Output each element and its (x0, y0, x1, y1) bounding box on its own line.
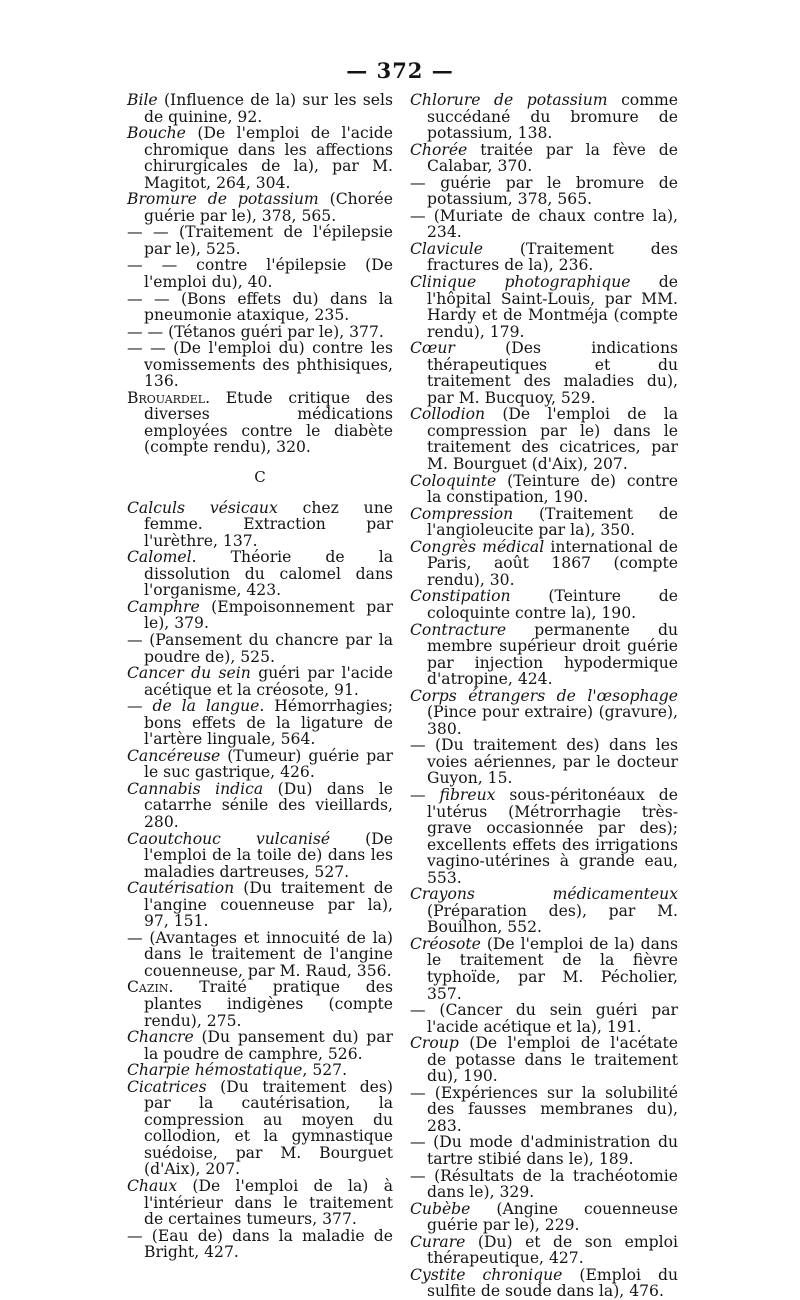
entry-text: guéri par l'acide acétique et la créosote, 91. (144, 664, 393, 699)
entry-keyword: Calomel (127, 548, 192, 567)
index-entry (127, 599, 393, 632)
entries-right-group (410, 92, 678, 1300)
page-number: — 372 — (346, 58, 454, 83)
index-entry (410, 406, 678, 472)
index-entry (410, 473, 678, 506)
index-entry (410, 1035, 678, 1085)
index-entry (127, 930, 393, 980)
index-entry (127, 291, 393, 324)
entry-keyword: Créosote (410, 934, 481, 953)
entry-text: guérie par le bromure de potassium, 378, 565. (425, 173, 678, 209)
entry-text: (Du mode d'administration du tartre stibié dans le), 189. (425, 1133, 678, 1168)
entry-text: (Pince pour extraire) (gravure), 380. (427, 703, 678, 738)
entry-keyword: — de la langue (127, 697, 260, 716)
entry-keyword: — (410, 173, 426, 192)
entry-text: (De l'emploi du) contre les vomissements des phthisiques, 136. (144, 339, 393, 391)
entry-text: (Chorée guérie par le), 378, 565. (144, 190, 393, 225)
entry-keyword: Cubèbe (410, 1199, 471, 1218)
index-entry (410, 936, 678, 1002)
entry-keyword: Curare (410, 1232, 466, 1251)
entry-text: (Traitement de l'angioleucite par la), 350. (427, 504, 678, 540)
entry-keyword: Coloquinte (410, 471, 497, 490)
entry-text: de l'hôpital Saint-Louis, par MM. Hardy et de Montméja (compte rendu), 179. (427, 273, 679, 341)
entry-keyword: Chaux (127, 1177, 178, 1195)
entry-keyword: Cautérisation (127, 879, 235, 898)
entry-keyword: Constipation (410, 587, 511, 606)
entry-keyword: Cystite chronique (410, 1265, 563, 1284)
entry-keyword: — (127, 928, 143, 947)
entry-keyword: Bromure de potassium (127, 190, 319, 209)
entry-text: (De l'emploi de la compression par le) dans le traitement des cicatrices, par M. Bourguet (d'Aix), 207. (427, 405, 678, 474)
entry-text: . Traité pratique des plantes indigènes (compte rendu), 275. (144, 978, 393, 1030)
entry-text: contre l'épilepsie (De l'emploi du), 40. (144, 256, 393, 292)
entry-text: (De l'emploi de l'acétate de potasse dans le traitement du), 190. (427, 1034, 678, 1086)
entry-keyword: Crayons médicamenteux (410, 885, 678, 904)
entry-text: (Eau de) dans la maladie de Bright, 427. (142, 1226, 393, 1262)
entry-keyword: Cazin (127, 978, 169, 997)
section-letter-c: C (254, 468, 266, 487)
entry-keyword: Cancer du sein (127, 664, 251, 683)
entry-text: (Teinture de) contre la constipation, 190. (427, 471, 678, 507)
entry-keyword: Bile (127, 91, 158, 109)
index-entry (410, 588, 678, 621)
index-entry (127, 224, 393, 257)
entry-keyword: — — (127, 289, 170, 308)
index-entry (127, 191, 393, 224)
entry-text: chez une femme. Extraction par l'urèthre, 137. (144, 498, 394, 550)
entry-keyword: — (410, 206, 426, 225)
entry-keyword: Caoutchouc vulcanisé (127, 829, 331, 848)
entry-text: (De l'emploi de l'acide chromique dans les affections chirurgicales de la), par M. Magitot, 264, 304. (144, 124, 393, 192)
index-entry (127, 500, 393, 550)
index-entry (127, 632, 393, 665)
entry-text: . Hémorrhagies; bons effets de la ligature de l'artère linguale, 564. (144, 697, 393, 749)
index-entry (127, 549, 393, 599)
entry-keyword: — — (127, 223, 169, 242)
entry-text: (Des indications thérapeutiques et du traitement des maladies du), par M. Bucquoy, 529. (427, 339, 678, 407)
index-entry (127, 781, 393, 831)
entry-keyword: — (410, 736, 426, 755)
entry-text: comme succédané du bromure de potassium, 138. (427, 91, 678, 143)
entry-text: (Tumeur) guérie par le suc gastrique, 426. (144, 746, 393, 782)
index-entry (127, 125, 393, 191)
entry-text: (Préparation des), par M. Bouilhon, 552. (427, 901, 678, 937)
entry-keyword: — fibreux (410, 785, 496, 804)
entry-keyword: Cannabis indica (127, 779, 264, 798)
index-entry (127, 698, 393, 748)
entry-text: (Emploi du sulfite de soude dans la), 476. (427, 1265, 678, 1300)
entry-text: (Du traitement des) dans les voies aériennes, par le docteur Guyon, 15. (425, 736, 678, 788)
entry-text: (Du) et de son emploi thérapeutique, 427. (427, 1232, 678, 1268)
left-column (127, 92, 393, 1261)
index-entry (127, 257, 393, 290)
entry-keyword: — (410, 1166, 426, 1185)
entry-text: (Angine couenneuse guérie par le), 229. (427, 1199, 678, 1235)
index-entry (410, 1267, 678, 1300)
index-entry (127, 1178, 393, 1228)
entry-text: (Teinture de coloquinte contre la), 190. (427, 587, 678, 622)
entry-text: (Muriate de chaux contre la), 234. (425, 206, 678, 242)
entry-keyword: Chorée (410, 140, 468, 159)
entry-keyword: Compression (410, 504, 514, 523)
entry-text: (Du) dans le catarrhe sénile des vieillards, 280. (144, 779, 394, 831)
index-entry (410, 1002, 678, 1035)
entry-keyword: Clavicule (410, 239, 484, 258)
index-entry (127, 1029, 393, 1062)
index-entry (127, 665, 393, 698)
entry-keyword: Chlorure de potassium (410, 91, 608, 109)
index-entry (127, 1228, 393, 1261)
index-entry (410, 1085, 678, 1135)
entry-keyword: — (127, 630, 143, 649)
entry-text: (Du traitement de l'angine couenneuse par la), 97, 151. (144, 879, 393, 931)
entry-text: (Avantages et innocuité de la) dans le traitement de l'angine couenneuse, par M. Raud, 356. (142, 928, 393, 980)
entries-b-group (127, 92, 393, 456)
entry-text: . Etude critique des diverses médications employées contre le diabète (compte rendu), 320. (144, 388, 393, 457)
index-entry (127, 390, 393, 456)
index-entry (410, 340, 678, 406)
entry-text: . Théorie de la dissolution du calomel dans l'organisme, 423. (144, 548, 393, 600)
index-entry (127, 748, 393, 781)
entry-keyword: Cœur (410, 339, 455, 358)
entry-keyword: — — (127, 322, 164, 341)
index-entry (410, 737, 678, 787)
index-entry (127, 1062, 393, 1079)
index-entry (127, 979, 393, 1029)
entry-keyword: — (127, 1226, 143, 1245)
index-entry (127, 831, 393, 881)
entry-text: permanente du membre supérieur droit guérie par injection hypodermique d'atropine, 424. (427, 620, 678, 689)
index-entry (127, 1079, 393, 1178)
entry-text: (Traitement des fractures de la), 236. (427, 239, 678, 275)
entry-text: (Influence de la) sur les sels de quinine, 92. (144, 91, 393, 126)
entry-keyword: — — (127, 256, 178, 275)
index-entry (410, 274, 678, 340)
entry-text: (Résultats de la trachéotomie dans le), 329. (425, 1166, 678, 1202)
entry-keyword: Calculs vésicaux (127, 498, 278, 517)
index-entry (410, 622, 678, 688)
entry-keyword: Contracture (410, 620, 507, 639)
entry-keyword: Clinique photographique (410, 273, 631, 292)
index-entry (410, 886, 678, 936)
entry-keyword: Cicatrices (127, 1077, 207, 1096)
index-entry (410, 1201, 678, 1234)
index-entry (410, 506, 678, 539)
entry-text: international de Paris, août 1867 (compte rendu), 30. (427, 537, 678, 589)
index-entry (410, 208, 678, 241)
index-entry (127, 340, 393, 390)
entry-text: (Pansement du chancre par la poudre de), 525. (142, 630, 393, 666)
entry-text: (Du traitement des) par la cautérisation, la compression au moyen du collodion, et la gymnastique suédoise, par M. Bourguet (d'Aix), 207. (144, 1077, 393, 1179)
index-entry (410, 175, 678, 208)
entry-keyword: Brouardel (127, 388, 206, 407)
entry-keyword: — (410, 1133, 426, 1152)
entry-keyword: Collodion (410, 405, 486, 424)
entries-c-group (127, 500, 393, 1261)
index-entry (410, 1134, 678, 1167)
entry-keyword: Corps étrangers de l'œsophage (410, 686, 678, 705)
right-column (410, 92, 678, 1300)
index-entry (410, 92, 678, 142)
index-entry (410, 787, 678, 886)
entry-text: (Cancer du sein guéri par l'acide acétique et la), 191. (425, 1001, 678, 1036)
entry-keyword: Congrès médical (410, 537, 545, 556)
index-entry (410, 688, 678, 738)
entry-keyword: Bouche (127, 124, 186, 143)
entry-keyword: Croup (410, 1034, 459, 1053)
entry-keyword: Camphre (127, 597, 200, 616)
entry-keyword: — — (127, 339, 166, 358)
entry-text: (Expériences sur la solubilité des fausses membranes du), 283. (425, 1083, 678, 1135)
index-entry (410, 539, 678, 589)
entry-text: (Tétanos guéri par le), 377. (163, 322, 384, 341)
entry-text: traitée par la fève de Calabar, 370. (427, 140, 678, 176)
entry-text: (Du pansement du) par la poudre de camphre, 526. (144, 1028, 393, 1063)
entry-text: (De l'emploi de la) à l'intérieur dans le traitement de certaines tumeurs, 377. (144, 1177, 393, 1229)
index-entry (127, 92, 393, 125)
entry-text: (Bons effets du) dans la pneumonie ataxique, 235. (144, 289, 393, 325)
entry-text: sous-péritonéaux de l'utérus (Métrorrhagie très-grave occasionnée par des); excellents effets des irrigations vagino-utérines à grande eau, 553. (427, 785, 678, 887)
index-entry (410, 241, 678, 274)
entry-keyword: Charpie hémostatique (127, 1061, 303, 1080)
entry-text: (De l'emploi de la) dans le traitement de la fièvre typhoïde, par M. Pécholier, 357. (427, 934, 678, 1003)
entry-keyword: Cancéreuse (127, 746, 221, 765)
entry-keyword: — (410, 1083, 426, 1102)
entry-text: (Empoisonnement par le), 379. (144, 597, 393, 633)
entry-text: (Traitement de l'épilepsie par le), 525. (144, 223, 393, 258)
index-entry (127, 880, 393, 930)
entry-keyword: — (410, 1001, 426, 1020)
index-entry (410, 142, 678, 175)
entry-text: (De l'emploi de la toile de) dans les maladies dartreuses, 527. (144, 829, 393, 881)
index-entry (410, 1168, 678, 1201)
index-entry (127, 324, 393, 341)
entry-text: , 527. (302, 1061, 348, 1080)
entry-keyword: Chancre (127, 1028, 194, 1047)
